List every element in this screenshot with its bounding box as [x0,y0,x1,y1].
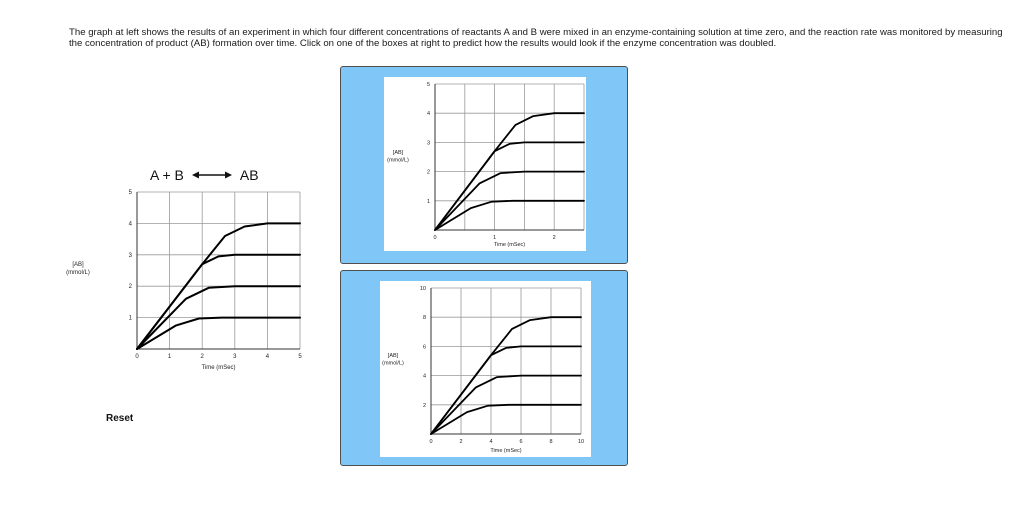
reset-button[interactable]: Reset [106,413,134,424]
x-tick-label: 0 [429,439,433,445]
x-tick-label: 4 [265,354,270,360]
y-tick-label: 3 [128,252,132,259]
y-axis-label: (mmol/L) [387,157,409,164]
choice-graph-1-grid [435,84,584,230]
reference-graph [60,180,320,380]
instructions-text: The graph at left shows the results of an experiment in which four different concentrations of reactants A and B were mixed in an enzyme-containing solution at time zero, and the reaction rate was monitored by measuring the concentration of product (AB) formation over time. Click on one of the boxes at right to predict how the results would look if the enzyme concentration was doubled. [69,27,1003,49]
choice-graph-1 [384,77,586,251]
x-tick-label: 3 [233,354,237,360]
choice-1-graph-panel [384,77,586,251]
equation-reactants: A + B [150,167,184,183]
x-tick-label: 5 [298,354,302,360]
y-tick-label: 2 [426,169,430,176]
double-arrow-icon [192,170,232,180]
y-tick-label: 3 [426,140,430,147]
series-line-4 [435,201,584,230]
x-axis-label: Time (mSec) [201,365,236,371]
y-tick-label: 1 [426,198,430,205]
y-tick-label: 1 [128,315,132,322]
y-tick-label: 2 [422,402,426,409]
y-tick-label: 4 [426,111,430,118]
series-line-4 [431,405,581,434]
choice-graph-2 [380,281,591,457]
y-tick-label: 2 [128,284,132,291]
equation-product: AB [239,167,259,183]
x-tick-label: 1 [493,235,497,241]
x-tick-label: 2 [200,354,204,360]
x-axis-label: Time (mSec) [493,242,526,248]
x-tick-label: 10 [577,439,585,445]
reference-graph-grid [137,192,300,349]
y-tick-label: 10 [419,286,426,292]
x-tick-label: 6 [519,439,523,445]
choice-box-2[interactable] [340,270,628,466]
choice-graph-2-grid [431,288,581,434]
y-tick-label: 6 [422,344,426,351]
y-tick-label: 5 [426,82,430,88]
x-tick-label: 2 [459,439,463,445]
x-tick-label: 4 [489,439,493,445]
x-tick-label: 0 [135,354,139,360]
x-tick-label: 1 [167,354,172,360]
choice-box-1[interactable] [340,66,628,264]
y-axis-label: [AB] [387,353,399,359]
y-tick-label: 8 [422,315,426,322]
y-tick-label: 4 [422,373,426,380]
series-line-4 [137,318,300,349]
y-axis-label: (mmol/L) [66,270,90,276]
y-axis-label: (mmol/L) [382,360,404,367]
x-axis-label: Time (mSec) [490,448,522,454]
x-tick-label: 2 [552,235,556,241]
y-axis-label: [AB] [392,150,404,156]
y-tick-label: 5 [128,190,132,196]
x-tick-label: 0 [433,235,437,241]
x-tick-label: 8 [549,439,553,445]
y-tick-label: 4 [128,221,132,228]
choice-2-graph-panel [380,281,591,457]
y-axis-label: [AB] [72,262,84,268]
